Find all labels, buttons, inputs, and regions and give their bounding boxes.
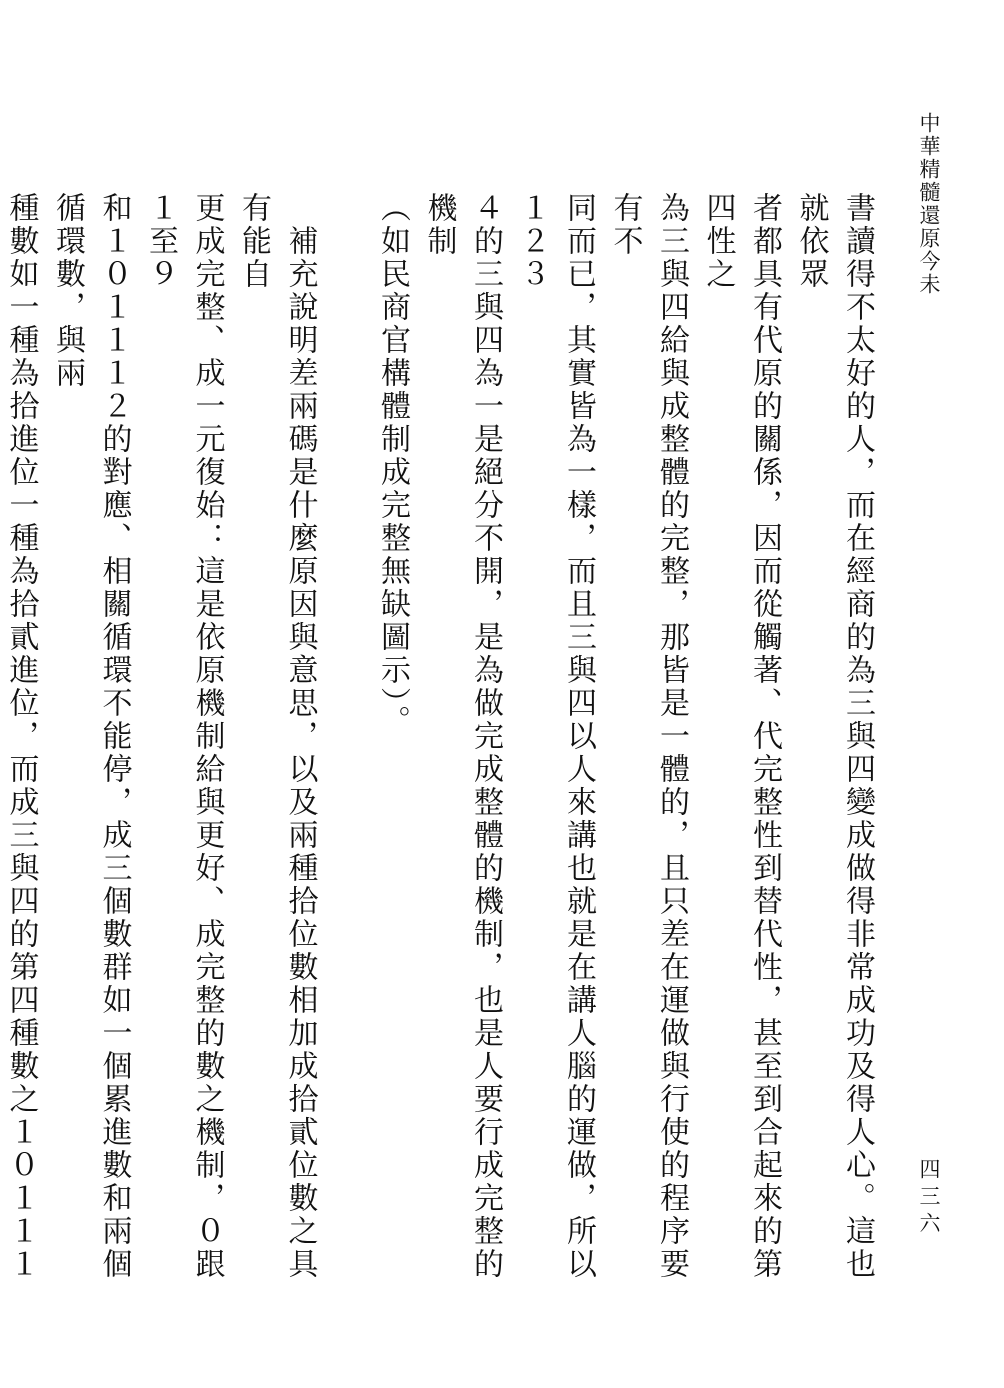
running-title: 中華精髓還原今未 [917,112,941,296]
body-text [3,192,880,1284]
paragraph-1: 書讀得不太好的人，而在經商的為三與四變成做得非常成功及得人心。這也就依眾 者都具有代原的關係，因而從觸著、代完整性到替代性，甚至到合起來的第四性之 為三與四給與成整體的完整，那皆是一體的，且只差在運做與行使的程序要有不 同而已，其實皆為一樣，而且三與四以人來講也就是在講人腦的運做，所以１２３ ４的三與四為一是絕分不開，是為做完成整體的機制，也是人要行成完整的機制 （如民商官構體制成完整無缺圖示）。 [375,192,875,1281]
page-number: 四三六 [917,1158,941,1239]
paragraph-2: 補充說明差兩碼是什麼原因與意思，以及兩種拾位數相加成拾貳位數之具有能自 更成完整、成一元復始：這是依原機制給與更好、成完整的數之機制，０跟１至９ 和１０１１１２的對應、相關循環不能停，成三個數群如一個累進數和兩個循環數，與兩 種數如一種為拾進位一種為拾貳進位，而成三與四的第四種數之１０１１１ [3,192,318,1281]
